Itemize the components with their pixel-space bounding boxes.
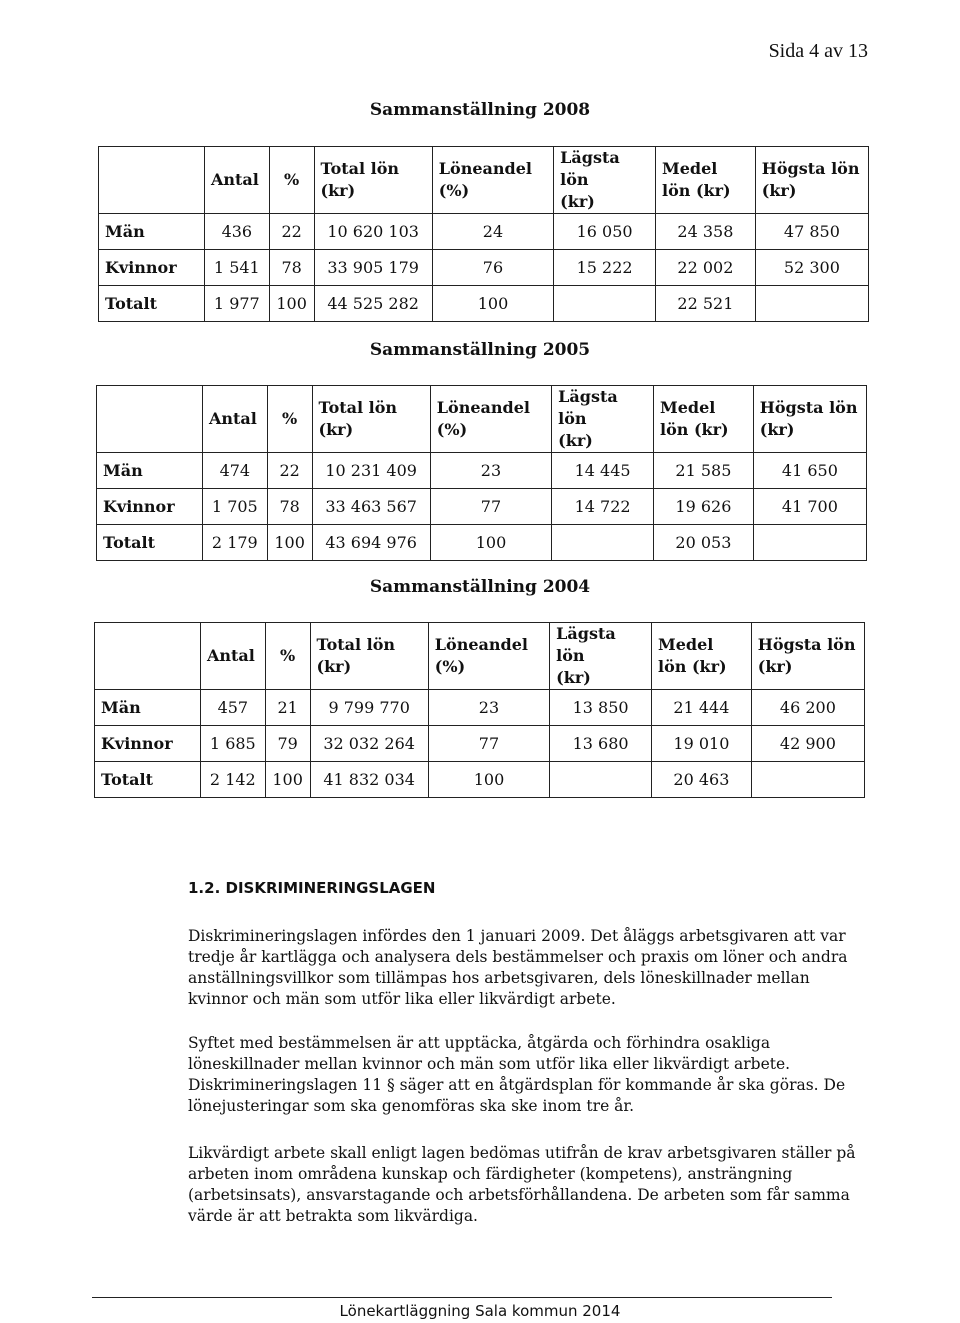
row-label: Totalt bbox=[99, 286, 205, 322]
row-label: Män bbox=[99, 214, 205, 250]
row-label: Män bbox=[97, 453, 203, 489]
summary-table-2004 bbox=[94, 622, 865, 798]
column-header-line: (kr) bbox=[761, 181, 797, 200]
table-cell: 19 626 bbox=[654, 489, 754, 525]
table-cell: 42 900 bbox=[751, 726, 864, 762]
column-header-line: Medel bbox=[662, 159, 718, 178]
table-cell: 41 700 bbox=[753, 489, 866, 525]
header-row bbox=[97, 386, 867, 453]
paragraph-1: Diskrimineringslagen infördes den 1 januari 2009. Det åläggs arbetsgivaren att var tredje år kartlägga och analysera dels bestämmelser och praxis om löner och andra anställningsvillkor som tillämpas hos arbetsgivaren, dels löneskillnader mellan kvinnor och män som utför lika eller likvärdigt arbete. bbox=[188, 927, 848, 1008]
column-header bbox=[554, 147, 656, 214]
table-cell: 457 bbox=[200, 690, 265, 726]
section-heading: 1.2. DISKRIMINERINGSLAGEN bbox=[188, 879, 436, 897]
table-row bbox=[97, 525, 867, 561]
column-header bbox=[267, 386, 312, 453]
column-header-line: lön (kr) bbox=[660, 420, 729, 439]
row-label: Kvinnor bbox=[95, 726, 201, 762]
table-cell: 43 694 976 bbox=[312, 525, 430, 561]
column-header bbox=[202, 386, 267, 453]
table-cell: 33 905 179 bbox=[314, 250, 432, 286]
column-header bbox=[428, 623, 549, 690]
column-header-line: Lägsta lön bbox=[556, 624, 616, 665]
table-cell: 10 231 409 bbox=[312, 453, 430, 489]
table-cell: 23 bbox=[430, 453, 551, 489]
page-number: Sida 4 av 13 bbox=[768, 40, 868, 62]
column-header-line: (%) bbox=[434, 657, 466, 676]
column-header-line: Antal bbox=[208, 409, 257, 428]
table-cell: 47 850 bbox=[755, 214, 868, 250]
table-row bbox=[97, 453, 867, 489]
table-row bbox=[95, 726, 865, 762]
header-row bbox=[95, 623, 865, 690]
table-cell: 100 bbox=[267, 525, 312, 561]
table-cell: 76 bbox=[432, 250, 553, 286]
column-header bbox=[550, 623, 652, 690]
table-cell: 22 002 bbox=[656, 250, 756, 286]
column-header-line: Medel bbox=[658, 635, 714, 654]
table-cell: 474 bbox=[202, 453, 267, 489]
table-cell bbox=[550, 762, 652, 798]
paragraph-3: Likvärdigt arbete skall enligt lagen bedömas utifrån de krav arbetsgivaren ställer på arbeten inom områdena kunskap och färdigheter (kompetens), ansträngning (arbetsinsats), ansvarstagande och arbetsförhållandena. De arbeten som får samma värde är att betrakta som likvärdiga. bbox=[188, 1144, 856, 1225]
column-header-line: Total lön bbox=[318, 398, 398, 417]
table-cell: 436 bbox=[204, 214, 269, 250]
column-header bbox=[552, 386, 654, 453]
column-header bbox=[755, 147, 868, 214]
table-cell: 78 bbox=[269, 250, 314, 286]
table-cell: 79 bbox=[265, 726, 310, 762]
table-row bbox=[97, 489, 867, 525]
column-header bbox=[432, 147, 553, 214]
table-cell: 1 977 bbox=[204, 286, 269, 322]
column-header bbox=[314, 147, 432, 214]
footer-text: Lönekartläggning Sala kommun 2014 bbox=[339, 1302, 621, 1320]
table-title-2008: Sammanställning 2008 bbox=[369, 100, 591, 120]
summary-table-2008 bbox=[98, 146, 869, 322]
table-row bbox=[95, 762, 865, 798]
table-cell: 21 444 bbox=[652, 690, 752, 726]
column-header bbox=[656, 147, 756, 214]
table-cell: 32 032 264 bbox=[310, 726, 428, 762]
table-row bbox=[99, 250, 869, 286]
table-cell: 100 bbox=[265, 762, 310, 798]
table-cell: 15 222 bbox=[554, 250, 656, 286]
table-cell: 24 bbox=[432, 214, 553, 250]
table-cell: 10 620 103 bbox=[314, 214, 432, 250]
table-cell: 52 300 bbox=[755, 250, 868, 286]
column-header-line: Medel bbox=[660, 398, 716, 417]
row-label: Män bbox=[95, 690, 201, 726]
table-title-2005: Sammanställning 2005 bbox=[369, 340, 591, 360]
table-cell: 24 358 bbox=[656, 214, 756, 250]
column-header-line: Lägsta lön bbox=[560, 148, 620, 189]
table-cell bbox=[751, 762, 864, 798]
table-cell: 21 bbox=[265, 690, 310, 726]
table-cell: 100 bbox=[269, 286, 314, 322]
table-cell: 77 bbox=[430, 489, 551, 525]
column-header-line: Total lön bbox=[316, 635, 396, 654]
table-cell: 20 053 bbox=[654, 525, 754, 561]
table-row bbox=[95, 690, 865, 726]
table-cell: 13 850 bbox=[550, 690, 652, 726]
column-header-line: lön (kr) bbox=[662, 181, 731, 200]
column-header bbox=[312, 386, 430, 453]
column-header-line: (%) bbox=[438, 181, 470, 200]
table-cell: 14 722 bbox=[552, 489, 654, 525]
table-cell: 20 463 bbox=[652, 762, 752, 798]
table-cell: 46 200 bbox=[751, 690, 864, 726]
table-cell bbox=[755, 286, 868, 322]
column-header-line: Löneandel bbox=[434, 635, 528, 654]
column-header bbox=[654, 386, 754, 453]
table-cell: 22 521 bbox=[656, 286, 756, 322]
table-cell: 41 650 bbox=[753, 453, 866, 489]
column-header-line: Högsta lön bbox=[757, 635, 856, 654]
corner-cell bbox=[99, 147, 205, 214]
table-title-2004: Sammanställning 2004 bbox=[369, 577, 591, 597]
column-header bbox=[751, 623, 864, 690]
column-header bbox=[430, 386, 551, 453]
column-header-line: (kr) bbox=[560, 192, 595, 211]
paragraph-2: Syftet med bestämmelsen är att upptäcka, åtgärda och förhindra osakliga löneskillnader mellan kvinnor och män som utför lika eller likvärdigt arbete. Diskrimineringslagen 11 § säger att en åtgärdsplan för kommande år ska göras. De lönejusteringar som ska genomföras ska ske inom tre år. bbox=[188, 1034, 846, 1115]
table-cell bbox=[554, 286, 656, 322]
table-cell: 9 799 770 bbox=[310, 690, 428, 726]
row-label: Totalt bbox=[95, 762, 201, 798]
column-header-line: Lägsta lön bbox=[558, 387, 618, 428]
column-header-line: lön (kr) bbox=[658, 657, 727, 676]
column-header bbox=[753, 386, 866, 453]
table-cell: 13 680 bbox=[550, 726, 652, 762]
column-header-line: % bbox=[280, 646, 296, 665]
table-cell: 41 832 034 bbox=[310, 762, 428, 798]
table-cell bbox=[552, 525, 654, 561]
column-header-line: Antal bbox=[206, 646, 255, 665]
table-row bbox=[99, 286, 869, 322]
table-cell: 22 bbox=[269, 214, 314, 250]
column-header bbox=[200, 623, 265, 690]
table-cell: 100 bbox=[432, 286, 553, 322]
corner-cell bbox=[97, 386, 203, 453]
column-header-line: Högsta lön bbox=[761, 159, 860, 178]
column-header-line: % bbox=[284, 170, 300, 189]
table-cell: 77 bbox=[428, 726, 549, 762]
column-header-line: (kr) bbox=[757, 657, 793, 676]
column-header-line: (kr) bbox=[320, 181, 356, 200]
column-header-line: (kr) bbox=[759, 420, 795, 439]
column-header-line: (kr) bbox=[316, 657, 352, 676]
column-header-line: (kr) bbox=[318, 420, 354, 439]
row-label: Totalt bbox=[97, 525, 203, 561]
table-cell: 22 bbox=[267, 453, 312, 489]
column-header-line: Högsta lön bbox=[759, 398, 858, 417]
column-header-line: (%) bbox=[436, 420, 468, 439]
corner-cell bbox=[95, 623, 201, 690]
summary-table-2005 bbox=[96, 385, 867, 561]
column-header bbox=[204, 147, 269, 214]
column-header-line: % bbox=[282, 409, 298, 428]
table-cell: 1 541 bbox=[204, 250, 269, 286]
table-cell: 16 050 bbox=[554, 214, 656, 250]
footer-divider bbox=[92, 1297, 832, 1298]
table-cell: 1 705 bbox=[202, 489, 267, 525]
row-label: Kvinnor bbox=[99, 250, 205, 286]
table-cell: 100 bbox=[430, 525, 551, 561]
column-header-line: Löneandel bbox=[438, 159, 532, 178]
header-row bbox=[99, 147, 869, 214]
column-header-line: Löneandel bbox=[436, 398, 530, 417]
table-cell: 19 010 bbox=[652, 726, 752, 762]
table-row bbox=[99, 214, 869, 250]
column-header-line: Antal bbox=[210, 170, 259, 189]
table-cell: 14 445 bbox=[552, 453, 654, 489]
column-header bbox=[265, 623, 310, 690]
table-cell: 23 bbox=[428, 690, 549, 726]
column-header bbox=[310, 623, 428, 690]
column-header bbox=[269, 147, 314, 214]
table-cell: 33 463 567 bbox=[312, 489, 430, 525]
table-cell: 1 685 bbox=[200, 726, 265, 762]
row-label: Kvinnor bbox=[97, 489, 203, 525]
column-header-line: (kr) bbox=[556, 668, 591, 687]
table-cell: 78 bbox=[267, 489, 312, 525]
table-cell: 2 179 bbox=[202, 525, 267, 561]
table-cell: 100 bbox=[428, 762, 549, 798]
table-cell: 44 525 282 bbox=[314, 286, 432, 322]
table-cell bbox=[753, 525, 866, 561]
column-header bbox=[652, 623, 752, 690]
column-header-line: (kr) bbox=[558, 431, 593, 450]
table-cell: 21 585 bbox=[654, 453, 754, 489]
column-header-line: Total lön bbox=[320, 159, 400, 178]
table-cell: 2 142 bbox=[200, 762, 265, 798]
